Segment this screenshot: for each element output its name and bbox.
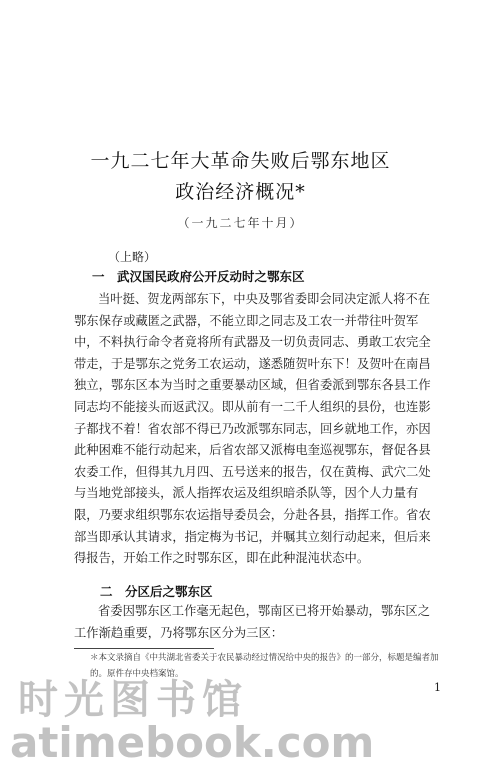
document-title-line2: 政治经济概况*: [175, 181, 306, 203]
document-title-line1: 一九二七年大革命失败后鄂东地区: [90, 150, 391, 172]
watermark-text-cn: 时光图书馆: [18, 677, 248, 723]
section-heading-1: 一 武汉国民政府公开反动时之鄂东区: [92, 269, 305, 284]
section-paragraph-1: 当叶挺、贺龙两部东下，中央及鄂省委即会同决定派人将不在鄂东保存或藏匿之武器，不能立即之同志及工农一并带往叶贺军中，不料执行命令者竟将所有武器及一切负责同志、勇敢工农完全带走，于是鄂东之党务工农运动，遂悉随贺叶东下！及贺叶在南昌独立，鄂东区本为当时之重要暴动区域，但省委派到鄂东各县工作同志均不能接头而返武汉。即从前有一二千人组织的县份，也连影子都找不着！省农部不得已乃改派鄂东同志，回乡就地工作，亦因此种困难不能行动起来，后省农部又派梅电奎巡视鄂东，督促各县农委工作，但得其九月四、五号送来的报告，仅在黄梅、武穴二处与当地党部接头，派人指挥农运及组织暗杀队等，因个人力量有限，乃要求组织鄂东农运指导委员会，分赴各县，指挥工作。省农部当即承认其请求，指定梅为书记，并嘱其立刻行动起来，但后来得报告，开始工作之时鄂东区，即在此种混沌状态中。: [74, 292, 431, 566]
omitted-note: （上略）: [108, 250, 157, 264]
section-heading-2: 二 分区后之鄂东区: [100, 584, 213, 599]
page-number: 1: [434, 681, 441, 694]
footnote-rule: [74, 648, 214, 649]
document-date: （一九二七年十月）: [177, 216, 304, 230]
footnote: ＊本文录摘自《中共湖北省委关于农民暴动经过情况给中央的报告》的一部分，标题是编者加的。原件存中央档案馆。: [90, 653, 439, 679]
section-paragraph-2: 省委因鄂东区工作毫无起色，鄂南区已将开始暴动，鄂东区之工作渐趋重要，乃将鄂东区分为三区：: [74, 604, 431, 640]
watermark-text-url: atimebook.com: [10, 718, 375, 767]
